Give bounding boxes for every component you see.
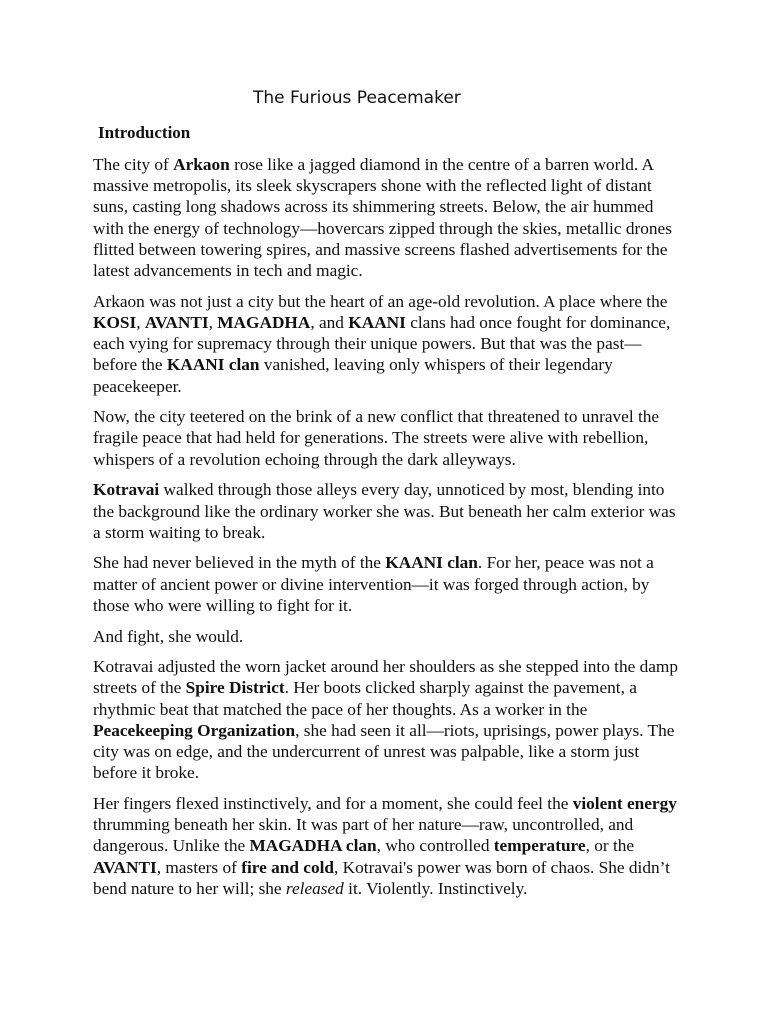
text-run: walked through those alleys every day, unnoticed by most, blending into the background like the ordinary worker she was. But beneath her calm exterior was a storm waiting to break.	[93, 480, 676, 542]
text-run: , she had seen it all—riots, uprisings, power plays. The city was on edge, and the undercurrent of unrest was palpable, like a storm just before it broke.	[93, 720, 675, 783]
paragraph	[93, 793, 683, 899]
bold-text: Kotravai	[93, 480, 160, 500]
italic-text: released	[285, 878, 344, 898]
bold-text: temperature	[493, 836, 586, 856]
bold-text: KAANI clan	[166, 355, 260, 375]
text-run: . For her, peace was not a matter of ancient power or divine intervention—it was forged through action, by those who were willing to fight for it.	[93, 553, 654, 615]
text-run: it. Violently. Instinctively.	[343, 878, 528, 898]
bold-text: KAANI clan	[385, 553, 478, 573]
text-run: Arkaon was not just a city but the heart of an age-old revolution. A place where the	[93, 291, 668, 311]
bold-text: violent energy	[572, 793, 677, 813]
text-run: And fight, she would.	[93, 626, 244, 646]
text-run: She had never believed in the myth of the	[93, 553, 386, 573]
paragraph	[93, 479, 683, 543]
text-run: vanished, leaving only whispers of their legendary peacekeeper.	[93, 355, 613, 396]
paragraph	[93, 552, 683, 616]
text-run: Now, the city teetered on the brink of a new conflict that threatened to unravel the fragile peace that had held for generations. The streets were alive with rebellion, whispers of a revolution echoing through the dark alleyways.	[93, 407, 660, 469]
text-run: Kotravai adjusted the worn jacket around her shoulders as she stepped into the damp streets of the	[93, 657, 678, 698]
text-run: , masters of	[156, 857, 242, 877]
bold-text: Spire District	[185, 678, 285, 698]
bold-text: AVANTI	[144, 312, 209, 332]
text-run: The city of	[93, 155, 174, 174]
bold-text: MAGADHA clan	[249, 836, 377, 856]
bold-text: fire and cold	[241, 857, 334, 877]
paragraph	[93, 626, 683, 647]
text-run: , who controlled	[376, 836, 494, 856]
text-run: ,	[208, 312, 218, 332]
text-run: Her fingers flexed instinctively, and for a moment, she could feel the	[93, 793, 573, 813]
document-title: The Furious Peacemaker	[253, 88, 461, 108]
text-run: ,	[136, 312, 145, 332]
bold-text: MAGADHA	[217, 312, 311, 332]
text-run: rose like a jagged diamond in the centre of a barren world. A massive metropolis, its sleek skyscrapers shone with the reflected light of distant suns, casting long shadows across its shimmering streets. Below, the air hummed with the energy of technology—hovercars zipped through the skies, metallic drones flitted between towering spires, and massive screens flashed advertisements for the latest advancements in tech and magic.	[93, 155, 672, 281]
bold-text: Peacekeeping Organization	[93, 720, 296, 740]
text-run: . Her boots clicked sharply against the pavement, a rhythmic beat that matched the pace of her thoughts. As a worker in the	[93, 678, 637, 719]
section-heading: Introduction	[98, 123, 191, 142]
text-run: , and	[310, 312, 349, 332]
text-run: , Kotravai's power was born of chaos. She didn’t bend nature to her will; she	[93, 857, 670, 898]
paragraph	[93, 154, 683, 281]
bold-text: KOSI	[93, 312, 137, 332]
bold-text: Arkaon	[173, 155, 230, 174]
bold-text: KAANI	[348, 312, 406, 332]
paragraph	[93, 406, 683, 470]
text-run: , or the	[585, 836, 635, 856]
paragraph	[93, 291, 683, 397]
text-run: clans had once fought for dominance, each vying for supremacy through their unique powers. But that was the past—before the	[93, 312, 671, 375]
document-body	[93, 154, 683, 909]
paragraph	[93, 656, 683, 783]
bold-text: AVANTI	[93, 857, 157, 877]
text-run: thrumming beneath her skin. It was part of her nature—raw, uncontrolled, and dangerous. Unlike the	[93, 815, 634, 856]
